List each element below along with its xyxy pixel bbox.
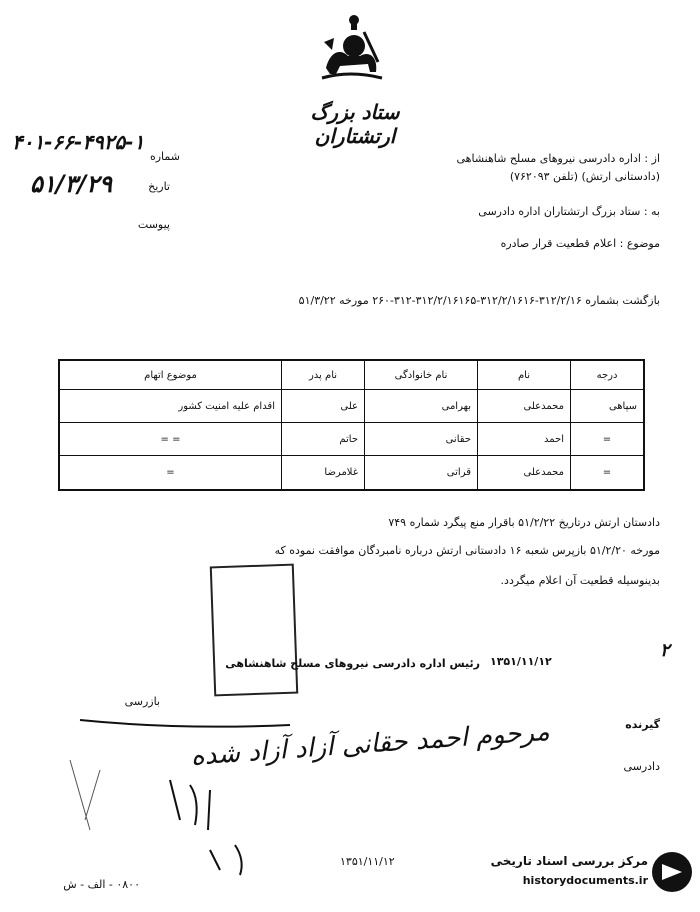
table-header-cell: نام [478,360,571,390]
table-row [59,456,644,490]
recipient-name: دادرسی [623,760,660,773]
letter-from: از : اداره دادرسی نیروهای مسلح شاهنشاهی [456,152,660,165]
archive-logo-icon [650,850,694,894]
lion-and-sun-emblem-icon [320,12,384,82]
table-cell: احمد [478,423,571,456]
letter-to: به : ستاد بزرگ ارتشتاران اداره دادرسی [478,205,660,218]
watermark-title: مرکز بررسی اسناد تاریخی [490,854,648,868]
stamp-box [210,564,298,697]
body-line-3: بدینوسیله قطعیت آن اعلام میگردد. [500,574,660,587]
table-cell: اقدام علیه امنیت کشور [59,390,282,423]
table-cell: = [571,456,645,490]
table-cell: سپاهی [571,390,645,423]
body-line-1: دادستان ارتش درتاریخ ۵۱/۲/۲۲ باقرار منع پیگرد شماره ۷۴۹ [388,516,660,529]
number-label: شماره [149,150,180,163]
organization-title: ستاد بزرگ ارتشتاران [310,100,400,148]
sign-date: ۱۳۵۱/۱۱/۱۲ [490,655,552,668]
table-header-cell: نام پدر [282,360,365,390]
letter-date: ۵۱/۳/۲۹ [30,170,112,198]
letter-from-sub: (دادستانی ارتش) (تلفن ۷۶۲۰۹۳) [509,170,660,183]
table-header-cell: نام خانوادگی [365,360,478,390]
letter-number: ۴۰۱-۶۶-۴۹۲۵-۱ [12,130,145,154]
letter-subject: موضوع : اعلام قطعیت قرار صادره [500,237,660,250]
page-mark: ۲ [660,640,670,661]
bottom-date: ۱۳۵۱/۱۱/۱۲ [340,855,395,868]
table-cell: علی [282,390,365,423]
table-row [59,423,644,456]
body-line-2: مورخه ۵۱/۲/۲۰ بازپرس شعبه ۱۶ دادستانی ارتش درباره نامبردگان موافقت نموده که [274,544,660,557]
table-cell: محمدعلی [478,456,571,490]
watermark-site: historydocuments.ir [522,874,648,887]
attachment-label: پیوست [137,218,170,231]
table-cell: = [59,456,282,490]
table-header-cell: موضوع اتهام [59,360,282,390]
date-label: تاریخ [148,180,170,193]
table-row [59,390,644,423]
recipient-label: گیرنده [625,718,660,731]
table-cell: غلامرضا [282,456,365,490]
handwritten-scribbles [60,700,310,880]
watermark [490,840,695,908]
table-header-cell: درجه [571,360,645,390]
table-cell: محمدعلی [478,390,571,423]
letter-reference: بازگشت بشماره ۳۱۲/۲/۱۶-۳۱۲/۲/۱۶۱۶-۳۱۲/۲/۱۶۱۶۵-۳۱۲-۲۶۰ مورخه ۵۱/۳/۲۲ [298,294,660,307]
table-cell: قراتی [365,456,478,490]
table-header-row [59,360,644,390]
accused-table [58,359,645,491]
table-cell: = = [59,423,282,456]
table-cell: = [571,423,645,456]
table-cell: بهرامی [365,390,478,423]
table-cell: حقانی [365,423,478,456]
form-code: ۰۸۰۰ - الف - ش [63,878,140,891]
table-cell: حاتم [282,423,365,456]
signatory-title: رئیس اداره دادرسی نیروهای مسلح شاهنشاهی [225,657,480,670]
handwritten-note: مرحوم احمد حقانی آزاد آزاد شده [189,716,551,772]
inspector-label: بازرسی [124,695,160,708]
